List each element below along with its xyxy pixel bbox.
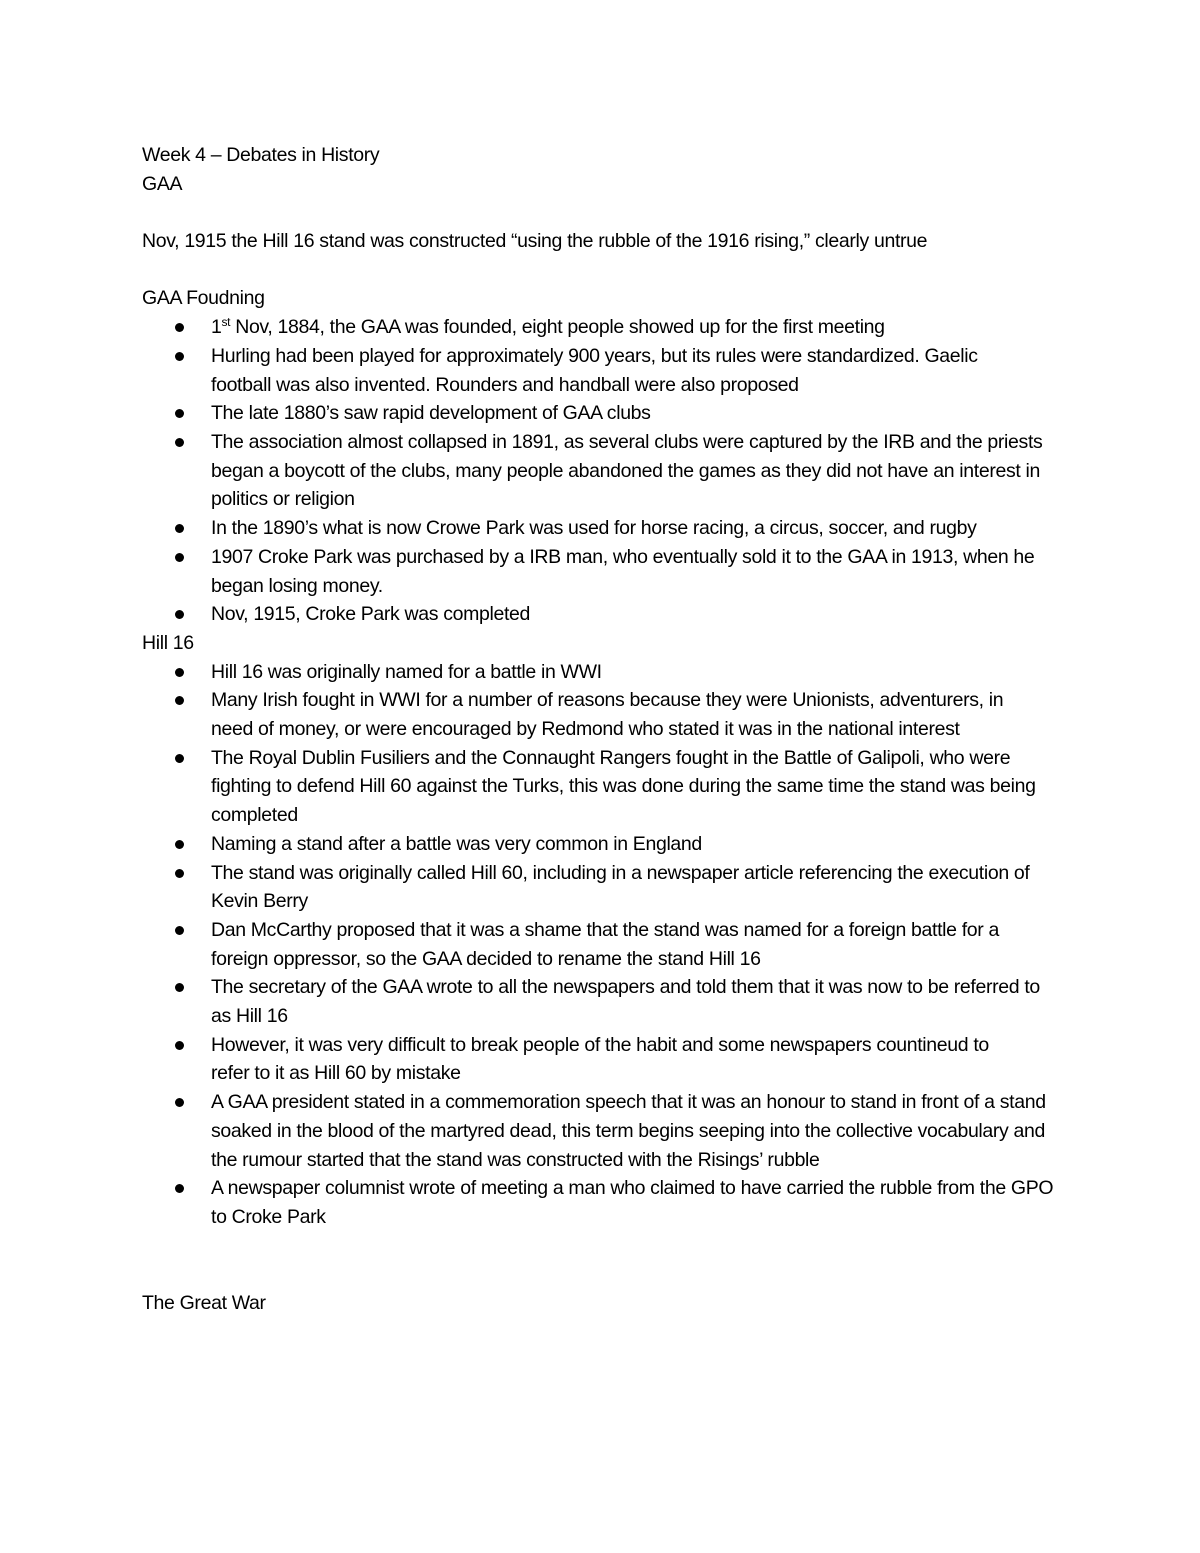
bullet-icon xyxy=(175,840,184,849)
list-item xyxy=(142,658,1072,687)
list-item xyxy=(142,830,1072,859)
document-title: Week 4 – Debates in History xyxy=(142,144,380,166)
list-item xyxy=(142,973,1072,1030)
list-item-text: Hurling had been played for approximately 900 years, but its rules were standardized. Gaelic football was also invented. Rounders and handball were also proposed xyxy=(211,344,978,396)
bullet-icon xyxy=(175,553,184,562)
blank-line xyxy=(142,256,1072,285)
bullet-icon xyxy=(175,524,184,533)
list-item xyxy=(142,859,1072,916)
bullet-icon xyxy=(175,696,184,705)
document-subtitle: GAA xyxy=(142,172,183,195)
list-item-text: 1st Nov, 1884, the GAA was founded, eight people showed up for the first meeting xyxy=(211,315,885,339)
hill16-bullet-list xyxy=(142,658,1072,1232)
list-item xyxy=(142,686,1072,743)
list-item xyxy=(142,1174,1072,1231)
bullet-icon xyxy=(175,409,184,418)
founding-bullet-list xyxy=(142,313,1072,629)
bullet-icon xyxy=(175,352,184,361)
list-item xyxy=(142,600,1072,629)
list-item-text: Many Irish fought in WWI for a number of reasons because they were Unionists, adventurers, in need of money, or were encouraged by Redmond who stated it was in the national interest xyxy=(211,689,1004,741)
bullet-icon xyxy=(175,438,184,447)
ordinal-suffix: st xyxy=(221,315,231,330)
bullet-icon xyxy=(175,754,184,763)
bullet-icon xyxy=(175,983,184,992)
list-item xyxy=(142,428,1072,514)
bullet-icon xyxy=(175,869,184,878)
section-heading-great-war: The Great War xyxy=(142,1291,266,1314)
list-item-text: A GAA president stated in a commemoration speech that it was an honour to stand in front of a stand soaked in the blood of the martyred dead, this term begins seeping into the collective vocabulary and the rumour started that the stand was constructed with the Risings’ rubble xyxy=(211,1091,1046,1171)
list-item-text: The association almost collapsed in 1891, as several clubs were captured by the IRB and the priests began a boycott of the clubs, many people abandoned the games as they did not have an interest in politics or religion xyxy=(211,431,1043,511)
list-item-text: Naming a stand after a battle was very common in England xyxy=(211,832,702,855)
list-item xyxy=(142,313,1072,342)
list-item-text: In the 1890’s what is now Crowe Park was used for horse racing, a circus, soccer, and rugby xyxy=(211,517,977,540)
bullet-icon xyxy=(175,323,184,332)
bullet-icon xyxy=(175,610,184,619)
list-item-text: The Royal Dublin Fusiliers and the Connaught Rangers fought in the Battle of Galipoli, who were fighting to defend Hill 60 against the Turks, this was done during the same time the stand was being completed xyxy=(211,746,1036,827)
list-item xyxy=(142,1088,1072,1174)
list-item xyxy=(142,1031,1072,1088)
list-item xyxy=(142,744,1072,830)
bullet-icon xyxy=(175,1041,184,1050)
document-page xyxy=(142,141,1072,1317)
list-item xyxy=(142,543,1072,600)
bullet-icon xyxy=(175,1184,184,1193)
blank-line xyxy=(142,1232,1072,1289)
list-item-text: Dan McCarthy proposed that it was a shame that the stand was named for a foreign battle for a foreign oppressor, so the GAA decided to rename the stand Hill 16 xyxy=(211,918,999,970)
list-item-text: 1907 Croke Park was purchased by a IRB man, who eventually sold it to the GAA in 1913, when he began losing money. xyxy=(211,545,1035,597)
list-item xyxy=(142,916,1072,973)
list-item-text: However, it was very difficult to break people of the habit and some newspapers countineud to refer to it as Hill 60 by mistake xyxy=(211,1033,989,1085)
list-item xyxy=(142,514,1072,543)
list-item-text: The late 1880’s saw rapid development of GAA clubs xyxy=(211,402,651,425)
intro-paragraph: Nov, 1915 the Hill 16 stand was constructed “using the rubble of the 1916 rising,” clearly untrue xyxy=(142,230,928,253)
bullet-icon xyxy=(175,926,184,935)
list-item-text: Hill 16 was originally named for a battle in WWI xyxy=(211,660,602,683)
list-item-text: The stand was originally called Hill 60, including in a newspaper article referencing the execution of Kevin Berry xyxy=(211,861,1030,913)
list-item-text: Nov, 1915, Croke Park was completed xyxy=(211,603,531,626)
list-item xyxy=(142,399,1072,428)
section-heading-hill-16: Hill 16 xyxy=(142,631,194,654)
section-heading-gaa-founding: GAA Foudning xyxy=(142,287,265,310)
bullet-icon xyxy=(175,668,184,677)
bullet-icon xyxy=(175,1098,184,1107)
blank-line xyxy=(142,198,1072,227)
list-item-text: A newspaper columnist wrote of meeting a man who claimed to have carried the rubble from the GPO to Croke Park xyxy=(211,1177,1054,1228)
list-item xyxy=(142,342,1072,399)
list-item-text: The secretary of the GAA wrote to all the newspapers and told them that it was now to be referred to as Hill 16 xyxy=(211,976,1040,1028)
